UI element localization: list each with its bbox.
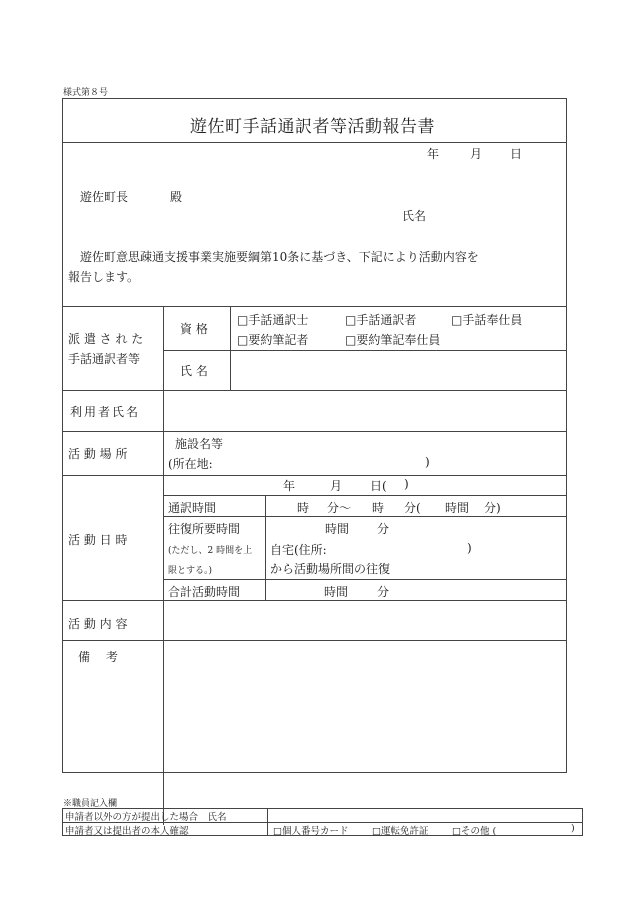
travel-note-line1: (ただし、2 時間を上 (168, 546, 253, 556)
divider (62, 142, 567, 143)
body-text-line1: 遊佐町意思疎通支援事業実施要綱第10条に基づき、下記により活動内容を (80, 250, 479, 264)
option-sign-interpreter-certified[interactable]: □手話通訳士 (237, 313, 309, 327)
proxy-submitter-label: 申請者以外の方が提出した場合 氏名 (65, 812, 227, 823)
travel-note-line2: 限とする。) (168, 566, 213, 576)
facility-label: 施設名等 (175, 437, 224, 451)
column-divider (267, 808, 268, 836)
divider (62, 475, 567, 476)
divider (163, 350, 567, 351)
date-day: 日 (510, 147, 523, 161)
id-option-license[interactable]: □運転免許証 (372, 826, 429, 837)
interp-hour1: 時 (297, 501, 310, 515)
total-time-label: 合計活動時間 (168, 585, 241, 599)
addressee-honorific: 殿 (170, 190, 183, 204)
option-summary-volunteer[interactable]: □要約筆記奉仕員 (345, 333, 441, 347)
staff-section-title: ※職員記入欄 (63, 799, 118, 809)
column-divider (230, 306, 231, 390)
page-title: 遊佐町手話通訳者等活動報告書 (190, 117, 435, 137)
interp-minute2: 分( (404, 501, 421, 515)
user-name-label: 利用者氏名 (70, 405, 141, 419)
id-option-other-close: ) (571, 823, 575, 834)
interp-hours: 時間 (445, 501, 470, 515)
divider (163, 579, 567, 580)
travel-minutes: 分 (377, 522, 390, 536)
date-year: 年 (427, 147, 440, 161)
divider (62, 306, 567, 307)
interp-minute1: 分～ (327, 501, 352, 515)
body-text-line2: 報告します。 (68, 270, 140, 284)
total-hours: 時間 (324, 585, 349, 599)
travel-time-label: 往復所要時間 (168, 522, 241, 536)
home-address-close: ) (467, 541, 472, 555)
column-divider (163, 306, 164, 825)
total-minutes: 分 (377, 585, 390, 599)
column-divider (265, 495, 266, 600)
divider (163, 495, 567, 496)
divider (62, 640, 567, 641)
form-frame (62, 98, 567, 773)
option-sign-interpreter[interactable]: □手話通訳者 (345, 313, 417, 327)
id-option-mynumber[interactable]: □個人番号カード (273, 826, 349, 837)
divider (62, 390, 567, 391)
activity-day: 日( (370, 479, 387, 493)
travel-hours: 時間 (325, 522, 350, 536)
date-month: 月 (470, 147, 483, 161)
qualification-label: 資 格 (180, 322, 208, 336)
divider (163, 516, 567, 517)
interp-minutes: 分) (484, 501, 501, 515)
activity-day-close: ) (404, 477, 409, 491)
dispatched-label-line2: 手話通訳者等 (68, 352, 141, 366)
interpreter-name-label: 氏 名 (180, 364, 208, 378)
interp-hour2: 時 (372, 501, 385, 515)
activity-content-label: 活 動 内 容 (68, 617, 128, 631)
location-close: ) (425, 455, 430, 469)
divider (62, 431, 567, 432)
identity-check-label: 申請者又は提出者の本人確認 (65, 826, 189, 837)
divider (62, 600, 567, 601)
applicant-name-label: 氏名 (402, 209, 427, 223)
addressee-name: 遊佐町長 (80, 190, 129, 204)
home-address-open: 自宅(住所: (270, 543, 327, 557)
location-open: (所在地: (168, 457, 213, 471)
activity-month: 月 (330, 479, 343, 493)
interpretation-time-label: 通訳時間 (168, 501, 217, 515)
option-sign-volunteer[interactable]: □手話奉仕員 (451, 313, 523, 327)
travel-route: から活動場所間の往復 (270, 562, 391, 576)
activity-year: 年 (283, 479, 296, 493)
id-option-other[interactable]: □その他 ( (452, 826, 497, 837)
option-summary-writer[interactable]: □要約筆記者 (237, 333, 309, 347)
form-number: 様式第８号 (63, 88, 109, 98)
remarks-label: 備 考 (78, 650, 124, 664)
dispatched-label-line1: 派 遣 さ れ た (68, 332, 144, 346)
datetime-label: 活 動 日 時 (68, 533, 128, 547)
place-label: 活 動 場 所 (68, 447, 128, 461)
